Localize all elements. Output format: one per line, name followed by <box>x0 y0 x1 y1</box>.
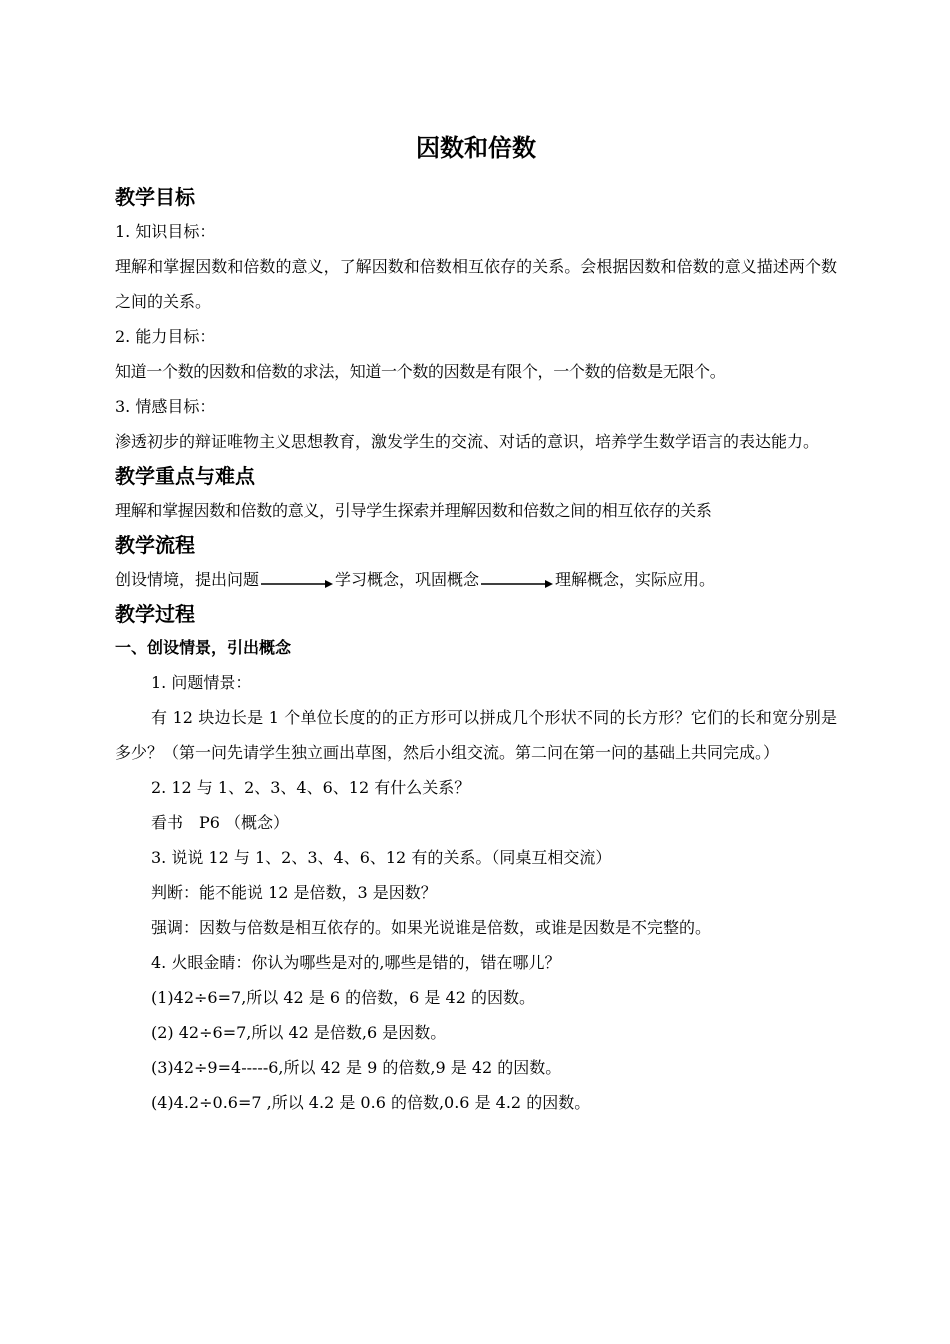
question-2: 2. 12 与 1、2、3、4、6、12 有什么关系？ <box>151 778 471 797</box>
exercise-1: (1)42÷6=7,所以 42 是 6 的倍数，6 是 42 的因数。 <box>151 988 535 1007</box>
goal-1-text: 理解和掌握因数和倍数的意义，了解因数和倍数相互依存的关系。会根据因数和倍数的意义描述两个数之间的关系。 <box>115 257 837 311</box>
heading-teaching-flow: 教学流程 <box>115 533 195 557</box>
document-title: 因数和倍数 <box>416 134 536 162</box>
question-3: 3. 说说 12 与 1、2、3、4、6、12 有的关系。（同桌互相交流） <box>151 848 612 867</box>
exercise-3: (3)42÷9=4-----6,所以 42 是 9 的倍数,9 是 42 的因数。 <box>151 1058 562 1077</box>
key-points-text: 理解和掌握因数和倍数的意义，引导学生探索并理解因数和倍数之间的相互依存的关系 <box>115 501 712 520</box>
goal-2-label: 2. 能力目标： <box>115 327 216 346</box>
goal-2-text: 知道一个数的因数和倍数的求法，知道一个数的因数是有限个，一个数的倍数是无限个。 <box>115 362 726 381</box>
exercise-2: (2) 42÷6=7,所以 42 是倍数,6 是因数。 <box>151 1023 447 1042</box>
read-book-note: 看书 P6 （概念） <box>151 813 290 832</box>
goal-3-text: 渗透初步的辩证唯物主义思想教育，激发学生的交流、对话的意识，培养学生数学语言的表达能力。 <box>115 432 820 451</box>
emphasis-note: 强调：因数与倍数是相互依存的。如果光说谁是倍数，或谁是因数是不完整的。 <box>151 918 712 937</box>
flow-diagram <box>115 562 837 597</box>
subheading-create-scenario: 一、创设情景，引出概念 <box>115 638 292 657</box>
flow-step-2: 学习概念，巩固概念 <box>335 570 480 589</box>
exercise-4: (4)4.2÷0.6=7 ,所以 4.2 是 0.6 的倍数,0.6 是 4.2 的因数。 <box>151 1093 591 1112</box>
arrow-right-icon <box>261 578 333 590</box>
flow-step-3: 理解概念，实际应用。 <box>555 570 716 589</box>
goal-3-label: 3. 情感目标： <box>115 397 216 416</box>
question-1-label: 1. 问题情景： <box>151 673 252 692</box>
heading-teaching-goals: 教学目标 <box>115 185 195 209</box>
flow-step-1: 创设情境，提出问题 <box>115 570 260 589</box>
question-1-text: 有 12 块边长是 1 个单位长度的的正方形可以拼成几个形状不同的长方形？它们的长和宽分别是多少？（第一问先请学生独立画出草图，然后小组交流。第二问在第一问的基础上共同完成。） <box>115 708 837 762</box>
judge-prompt: 判断：能不能说 12 是倍数，3 是因数？ <box>151 883 437 902</box>
arrow-right-icon <box>481 578 553 590</box>
heading-key-points: 教学重点与难点 <box>115 464 255 488</box>
document-page <box>115 128 837 1120</box>
heading-teaching-process: 教学过程 <box>115 602 195 626</box>
goal-1-label: 1. 知识目标： <box>115 222 216 241</box>
question-4: 4. 火眼金睛：你认为哪些是对的,哪些是错的，错在哪儿？ <box>151 953 561 972</box>
